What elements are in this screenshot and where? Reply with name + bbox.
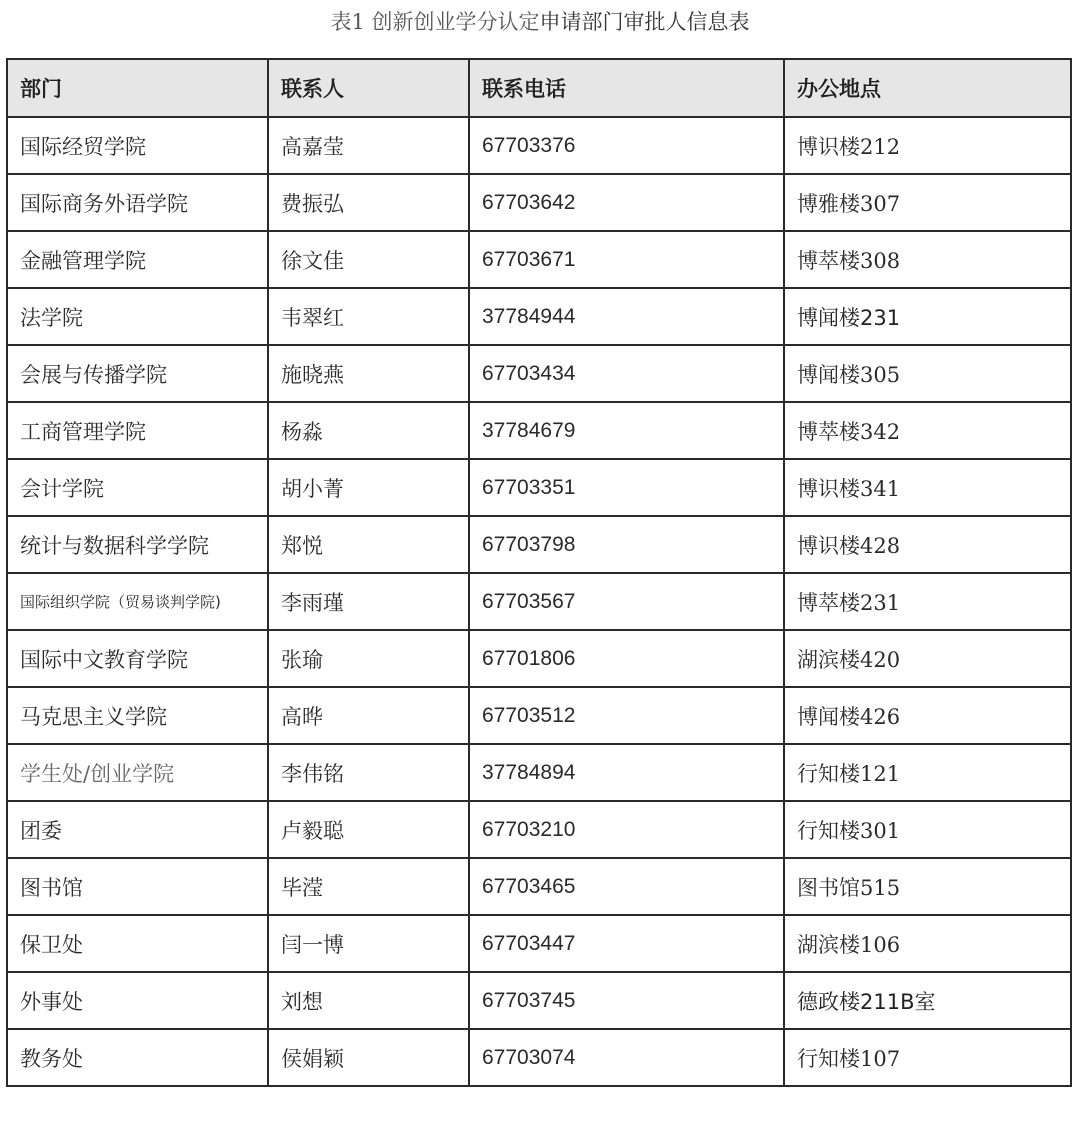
table-row [7, 231, 1071, 288]
phone-cell: 67703567 [469, 573, 784, 630]
table-row [7, 573, 1071, 630]
office-cell: 行知楼301 [784, 801, 1071, 858]
table-row [7, 630, 1071, 687]
office-cell: 博闻楼426 [784, 687, 1071, 744]
department-cell: 工商管理学院 [7, 402, 268, 459]
office-cell: 博识楼212 [784, 117, 1071, 174]
phone-cell: 67703642 [469, 174, 784, 231]
department-cell: 图书馆 [7, 858, 268, 915]
phone-cell: 67703447 [469, 915, 784, 972]
phone-cell: 67703351 [469, 459, 784, 516]
office-cell: 博闻楼231 [784, 288, 1071, 345]
table-row [7, 459, 1071, 516]
contact-cell: 闫一博 [268, 915, 469, 972]
office-cell: 湖滨楼106 [784, 915, 1071, 972]
contact-cell: 杨淼 [268, 402, 469, 459]
office-cell: 湖滨楼420 [784, 630, 1071, 687]
contact-cell: 卢毅聪 [268, 801, 469, 858]
phone-cell: 67703465 [469, 858, 784, 915]
contact-cell: 郑悦 [268, 516, 469, 573]
office-cell: 博识楼341 [784, 459, 1071, 516]
office-cell: 行知楼121 [784, 744, 1071, 801]
phone-cell: 37784944 [469, 288, 784, 345]
department-cell: 金融管理学院 [7, 231, 268, 288]
contact-cell: 高嘉莹 [268, 117, 469, 174]
contact-cell: 毕滢 [268, 858, 469, 915]
contact-cell: 刘想 [268, 972, 469, 1029]
department-cell: 马克思主义学院 [7, 687, 268, 744]
table-row [7, 687, 1071, 744]
contact-cell: 胡小菁 [268, 459, 469, 516]
office-cell: 博雅楼307 [784, 174, 1071, 231]
table-row [7, 345, 1071, 402]
department-cell: 法学院 [7, 288, 268, 345]
table-row [7, 288, 1071, 345]
caption-title: 申请部门审批人信息表 [539, 10, 750, 34]
office-cell: 博萃楼231 [784, 573, 1071, 630]
contact-cell: 侯娟颖 [268, 1029, 469, 1086]
phone-cell: 67703376 [469, 117, 784, 174]
office-cell: 博萃楼308 [784, 231, 1071, 288]
contact-cell: 徐文佳 [268, 231, 469, 288]
table-row [7, 117, 1071, 174]
office-cell: 图书馆515 [784, 858, 1071, 915]
contact-cell: 李伟铭 [268, 744, 469, 801]
contact-cell: 施晓燕 [268, 345, 469, 402]
contact-cell: 费振弘 [268, 174, 469, 231]
department-cell: 国际中文教育学院 [7, 630, 268, 687]
department-cell: 学生处/创业学院 [7, 744, 268, 801]
department-cell: 国际经贸学院 [7, 117, 268, 174]
office-cell: 博识楼428 [784, 516, 1071, 573]
header-office: 办公地点 [784, 59, 1071, 117]
phone-cell: 67701806 [469, 630, 784, 687]
department-cell: 保卫处 [7, 915, 268, 972]
department-cell: 会展与传播学院 [7, 345, 268, 402]
contact-cell: 韦翠红 [268, 288, 469, 345]
table-row [7, 858, 1071, 915]
department-cell: 会计学院 [7, 459, 268, 516]
table-row [7, 1029, 1071, 1086]
department-cell: 团委 [7, 801, 268, 858]
table-row [7, 402, 1071, 459]
table-caption [0, 4, 1080, 40]
header-department: 部门 [7, 59, 268, 117]
department-cell: 外事处 [7, 972, 268, 1029]
department-cell: 国际组织学院（贸易谈判学院) [7, 573, 268, 630]
caption-prefix: 表1 创新创业学分认定 [330, 10, 540, 34]
table-row [7, 915, 1071, 972]
header-contact: 联系人 [268, 59, 469, 117]
phone-cell: 67703210 [469, 801, 784, 858]
approver-info-table [6, 58, 1072, 1087]
phone-cell: 67703074 [469, 1029, 784, 1086]
department-cell: 统计与数据科学学院 [7, 516, 268, 573]
phone-cell: 67703671 [469, 231, 784, 288]
header-row [7, 59, 1071, 117]
phone-cell: 37784894 [469, 744, 784, 801]
table-row [7, 972, 1071, 1029]
office-cell: 行知楼107 [784, 1029, 1071, 1086]
table-row [7, 174, 1071, 231]
department-cell: 国际商务外语学院 [7, 174, 268, 231]
department-cell: 教务处 [7, 1029, 268, 1086]
phone-cell: 67703512 [469, 687, 784, 744]
phone-cell: 67703434 [469, 345, 784, 402]
table-row [7, 744, 1071, 801]
contact-cell: 高晔 [268, 687, 469, 744]
table-row [7, 801, 1071, 858]
contact-cell: 李雨瑾 [268, 573, 469, 630]
phone-cell: 67703798 [469, 516, 784, 573]
contact-cell: 张瑜 [268, 630, 469, 687]
header-phone: 联系电话 [469, 59, 784, 117]
phone-cell: 67703745 [469, 972, 784, 1029]
table-row [7, 516, 1071, 573]
office-cell: 德政楼211B室 [784, 972, 1071, 1029]
phone-cell: 37784679 [469, 402, 784, 459]
office-cell: 博闻楼305 [784, 345, 1071, 402]
office-cell: 博萃楼342 [784, 402, 1071, 459]
